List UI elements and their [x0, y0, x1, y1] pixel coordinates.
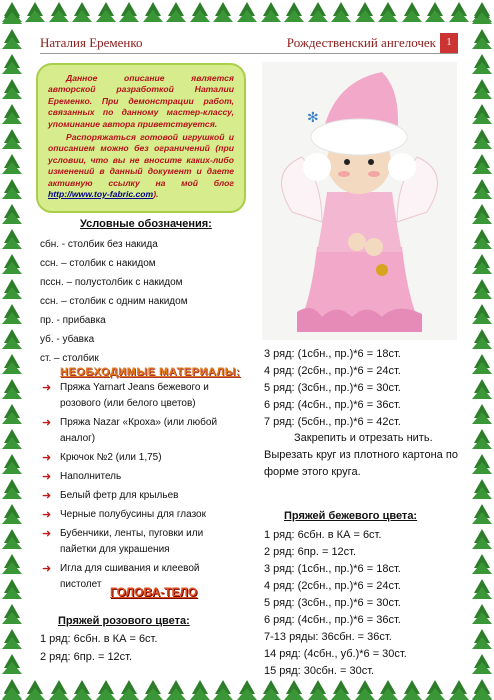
pattern-row: 6 ряд: (4сбн., пр.)*6 = 36ст. [264, 399, 401, 411]
arrow-icon: ➜ [42, 490, 52, 502]
pink-rows-continued [264, 346, 401, 431]
svg-text:✻: ✻ [307, 109, 319, 125]
legend-list [40, 235, 188, 368]
pattern-row: 7 ряд: (5сбн., пр.)*6 = 42ст. [264, 416, 401, 428]
angel-toy-photo [262, 62, 457, 340]
pattern-row: 15 ряд: 30сбн. = 30ст. [264, 665, 375, 677]
notice-paragraph-2 [48, 132, 234, 200]
beige-yarn-title: Пряжей бежевого цвета: [284, 510, 418, 522]
arrow-icon: ➜ [42, 471, 52, 483]
material-text: Бубенчики, ленты, пуговки или пайетки для украшения [60, 528, 204, 555]
tree-border-left [0, 0, 24, 699]
section-title: ГОЛОВА-ТЕЛО [110, 585, 198, 599]
legend-item: ссн. – столбик с одним накидом [40, 296, 188, 307]
arrow-icon: ➜ [42, 528, 52, 540]
page-number: 1 [440, 33, 458, 53]
notice-paragraph-1: Данное описание является авторской разработкой Наталии Еременко. При демонстрации работ, связанных по данному мастер-классу, упоминание автора приветствуется. [48, 73, 234, 129]
legend-item: ст. – столбик [40, 353, 99, 364]
pattern-row: 5 ряд: (3сбн., пр.)*6 = 30ст. [264, 382, 401, 394]
material-item [40, 488, 240, 504]
legend-item: пр. - прибавка [40, 315, 106, 326]
material-text: Черные полубусины для глазок [60, 509, 206, 520]
material-text: Белый фетр для крыльев [60, 490, 179, 501]
copyright-notice [36, 63, 246, 213]
pattern-row: 1 ряд: 6сбн. в КА = 6ст. [40, 633, 158, 645]
pattern-row: 7-13 ряды: 36сбн. = 36ст. [264, 631, 392, 643]
instruction-text [264, 430, 458, 481]
material-item [40, 507, 240, 523]
document-title: Рождественский ангелочек [286, 35, 436, 50]
material-text: Пряжа Yarnart Jeans бежевого и розового (или белого цветов) [60, 382, 209, 409]
pattern-row: 6 ряд: (4сбн., пр.)*6 = 36ст. [264, 614, 401, 626]
instruction-line: Вырезать круг из плотного картона по форме этого круга. [264, 449, 458, 478]
notice-end: ). [153, 189, 159, 200]
material-text: Крючок №2 (или 1,75) [60, 452, 162, 463]
pattern-row: 2 ряд: 6пр. = 12ст. [40, 651, 133, 663]
material-item [40, 469, 240, 485]
material-item [40, 380, 240, 412]
legend-item: уб. - убавка [40, 334, 95, 345]
tree-border-top [0, 0, 494, 24]
pink-yarn-section [40, 612, 190, 666]
pattern-row: 2 ряд: 6пр. = 12ст. [264, 546, 357, 558]
pattern-row: 1 ряд: 6сбн. в КА = 6ст. [264, 529, 382, 541]
pattern-row: 3 ряд: (1сбн., пр.)*6 = 18ст. [264, 348, 401, 360]
materials-title: НЕОБХОДИМЫЕ МАТЕРИАЛЫ: [60, 366, 241, 378]
pattern-row: 3 ряд: (1сбн., пр.)*6 = 18ст. [264, 563, 401, 575]
material-text: Пряжа Nazar «Кроха» (или любой аналог) [60, 417, 218, 444]
pattern-row: 14 ряд: (4сбн., уб.)*6 = 30ст. [264, 648, 407, 660]
materials-list [40, 380, 240, 596]
legend-item: пссн. – полустолбик с накидом [40, 277, 183, 288]
pattern-row: 4 ряд: (2сбн., пр.)*6 = 24ст. [264, 580, 401, 592]
legend-item: ссн. – столбик с накидом [40, 258, 156, 269]
instruction-line: Закрепить и отрезать нить. [294, 432, 433, 444]
pattern-row: 4 ряд: (2сбн., пр.)*6 = 24ст. [264, 365, 401, 377]
page-header [40, 35, 458, 54]
notice-text: Распоряжаться готовой игрушкой и описанием можно без ограничений (при условии, что вы не вносите каких-либо изменений в данный документ и даете активную ссылку на мой блог [48, 132, 234, 188]
legend-title: Условные обозначения: [80, 218, 212, 230]
material-text: Наполнитель [60, 471, 122, 482]
arrow-icon: ➜ [42, 509, 52, 521]
arrow-icon: ➜ [42, 452, 52, 464]
pattern-row: 5 ряд: (3сбн., пр.)*6 = 30ст. [264, 597, 401, 609]
legend-item: сбн. - столбик без накида [40, 239, 158, 250]
material-item [40, 526, 240, 558]
arrow-icon: ➜ [42, 382, 52, 394]
material-text: Игла для сшивания и клеевой пистолет [60, 563, 200, 590]
material-item [40, 415, 240, 447]
material-item [40, 450, 240, 466]
tree-border-bottom [0, 678, 494, 699]
arrow-icon: ➜ [42, 563, 52, 575]
pink-yarn-title: Пряжей розового цвета: [58, 615, 190, 627]
beige-yarn-section [264, 508, 417, 680]
tree-border-right [470, 0, 494, 699]
author-name: Наталия Еременко [40, 35, 143, 50]
blog-link[interactable]: http://www.toy-fabric.com [48, 189, 154, 200]
arrow-icon: ➜ [42, 417, 52, 429]
